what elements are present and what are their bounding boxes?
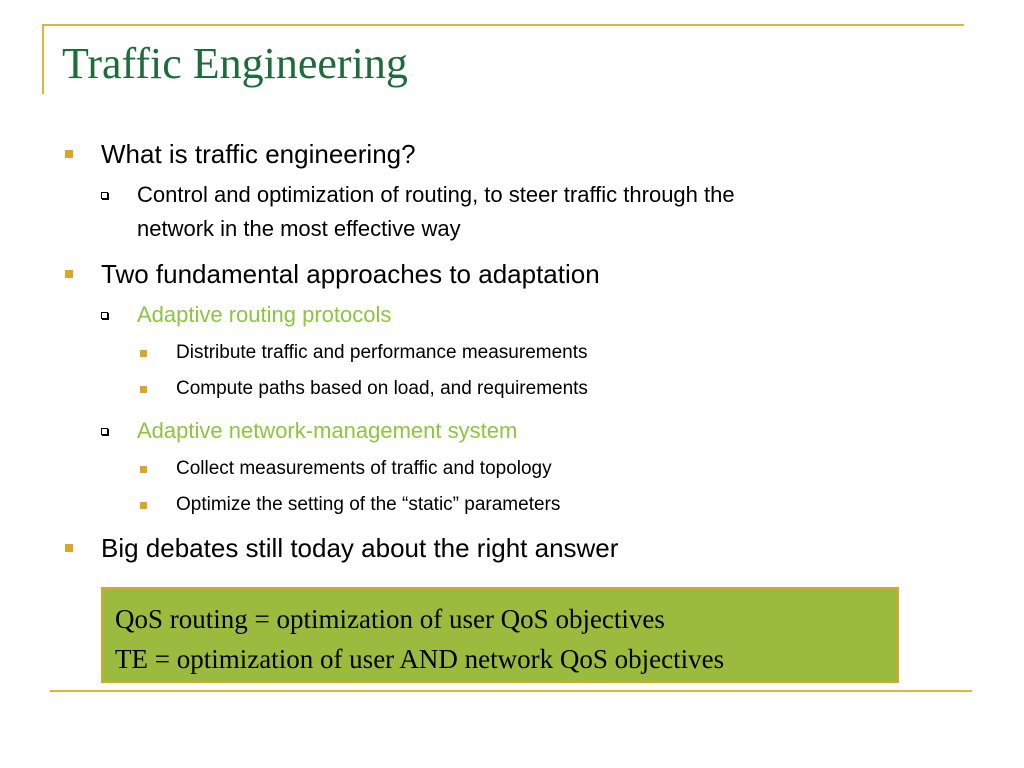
callout-line: TE = optimization of user AND network QoS objectives <box>115 644 725 674</box>
bullet-text: Big debates still today about the right answer <box>101 533 619 563</box>
square-bullet-icon <box>65 270 73 278</box>
sub-sub-bullet-text: Optimize the setting of the “static” parameters <box>176 494 561 515</box>
square-bullet-icon <box>140 386 147 393</box>
frame-left-rule <box>42 24 44 94</box>
square-bullet-icon <box>140 466 147 473</box>
callout-box <box>101 587 899 683</box>
hollow-square-bullet-icon <box>101 192 108 199</box>
square-bullet-icon <box>65 150 73 158</box>
sub-bullet-text: Control and optimization of routing, to steer traffic through the <box>137 182 735 207</box>
square-bullet-icon <box>140 350 147 357</box>
sub-bullet-text: Adaptive routing protocols <box>137 302 392 327</box>
bullet-text: Two fundamental approaches to adaptation <box>101 259 600 289</box>
sub-bullet-text-continued: network in the most effective way <box>137 216 461 241</box>
hollow-square-bullet-icon <box>101 428 108 435</box>
bullet-text: What is traffic engineering? <box>101 139 416 169</box>
sub-sub-bullet-text: Compute paths based on load, and requirements <box>176 378 588 399</box>
frame-top-rule <box>42 24 964 26</box>
slide-title: Traffic Engineering <box>62 39 408 88</box>
sub-bullet-text: Adaptive network-management system <box>137 418 518 443</box>
sub-sub-bullet-text: Collect measurements of traffic and topology <box>176 458 552 479</box>
frame-bottom-rule <box>50 690 972 692</box>
square-bullet-icon <box>140 502 147 509</box>
square-bullet-icon <box>65 544 73 552</box>
hollow-square-bullet-icon <box>101 312 108 319</box>
sub-sub-bullet-text: Distribute traffic and performance measurements <box>176 342 588 363</box>
callout-line: QoS routing = optimization of user QoS objectives <box>115 604 665 634</box>
